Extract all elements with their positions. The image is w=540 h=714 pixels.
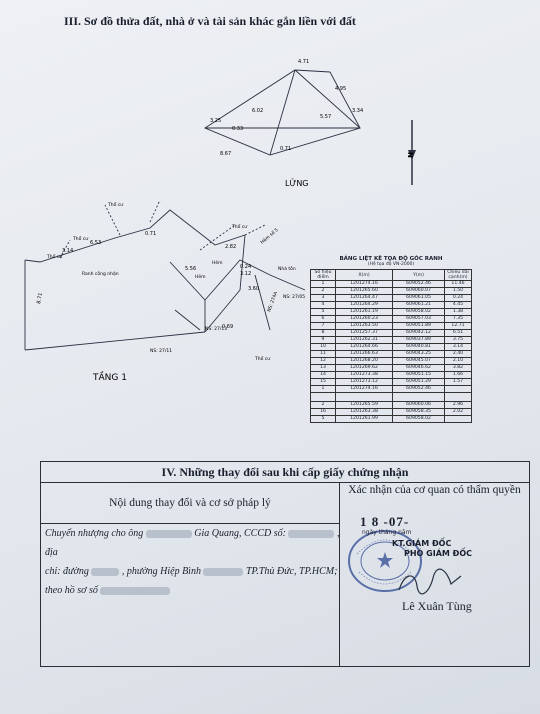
coord-point: 5 — [311, 416, 336, 423]
lower-dim-2: 6.53 — [90, 240, 102, 246]
lower-dim-6: 5.56 — [185, 266, 197, 272]
coord-dist: 1.50 — [445, 288, 472, 295]
lower-dim-1: 3.14 — [62, 248, 74, 254]
coord-point: 6 — [311, 316, 336, 323]
coord-y: 609052.46 — [393, 386, 445, 393]
coord-y: 609061.05 — [393, 295, 445, 302]
coord-y: 609058.02 — [393, 309, 445, 316]
signer-position: PHÓ GIÁM ĐỐC — [404, 549, 472, 558]
upper-floor-label: LỬNG — [285, 179, 309, 188]
coord-point: 10 — [311, 344, 336, 351]
coord-table-title: BẢNG LIỆT KÊ TỌA ĐỘ GÓC RANH — [339, 256, 443, 262]
coord-row — [311, 295, 472, 302]
coord-x: 1201265.60 — [336, 288, 393, 295]
coord-x: 1201261.19 — [336, 309, 393, 316]
coord-row — [311, 393, 472, 402]
coord-dist: 0.24 — [445, 295, 472, 302]
coord-row — [311, 416, 472, 423]
upper-dim-3: 8.67 — [220, 151, 232, 157]
coord-row — [311, 337, 472, 344]
coord-point: 12 — [311, 358, 336, 365]
section3-title: III. Sơ đồ thửa đất, nhà ở và tài sản khác gắn liền với đất — [64, 14, 356, 28]
coord-y — [393, 393, 445, 402]
section4-col2-header: Xác nhận của cơ quan có thẩm quyền — [348, 484, 521, 496]
coord-row — [311, 402, 472, 409]
coord-point: 7 — [311, 323, 336, 330]
coord-y: 609051.89 — [393, 323, 445, 330]
col-dist: Chiều dài cạnh(m) — [445, 270, 472, 281]
room-label: Thổ cư — [232, 225, 248, 230]
section4-col1-header: Nội dung thay đổi và cơ sở pháp lý — [41, 483, 340, 524]
coord-point: 15 — [311, 379, 336, 386]
coord-y: 609060.06 — [393, 402, 445, 409]
upper-edge — [295, 70, 330, 72]
upper-dim-8: 0.71 — [280, 146, 292, 152]
approval-date: 1 8 -07- — [360, 514, 410, 529]
coord-x: 1201265.59 — [336, 402, 393, 409]
room-label: Nhà tôn — [278, 267, 296, 272]
coord-dist: 7.35 — [445, 316, 472, 323]
redacted-name — [146, 530, 192, 538]
coord-point — [311, 393, 336, 402]
coord-row — [311, 288, 472, 295]
coord-x: 1201268.20 — [336, 358, 393, 365]
room-label: Hẻm số 5 — [260, 227, 280, 246]
coord-y: 609058.02 — [393, 416, 445, 423]
coord-row — [311, 351, 472, 358]
coord-y: 609061.21 — [393, 302, 445, 309]
upper-diagonal — [270, 70, 295, 155]
coord-x: 1201269.62 — [336, 365, 393, 372]
coord-point: 4 — [311, 302, 336, 309]
entry-text: theo hồ sơ số — [45, 585, 98, 596]
redacted-ward — [203, 568, 243, 576]
coord-dist: 1.66 — [445, 372, 472, 379]
section4-box — [40, 461, 530, 667]
coord-point: 8 — [311, 330, 336, 337]
coord-row — [311, 316, 472, 323]
coord-dist: 12.71 — [445, 323, 472, 330]
coord-row — [311, 409, 472, 416]
coordinate-table — [310, 256, 472, 423]
coord-y: 609042.12 — [393, 330, 445, 337]
coord-dist: 2.10 — [445, 358, 472, 365]
coord-dist — [445, 416, 472, 423]
coord-point: 3 — [311, 295, 336, 302]
coord-point: 9 — [311, 337, 336, 344]
section4-title: IV. Những thay đổi sau khi cấp giấy chứng nhận — [41, 462, 529, 483]
coord-x: 1201257.37 — [336, 330, 393, 337]
coord-x: 1201264.47 — [336, 295, 393, 302]
coord-y: 609051.15 — [393, 372, 445, 379]
inner-wall — [175, 310, 200, 330]
col-y: Y(m) — [393, 270, 445, 281]
coord-row — [311, 379, 472, 386]
coord-row — [311, 372, 472, 379]
entry-text: , địa — [45, 528, 340, 558]
redacted-id — [288, 530, 334, 538]
coord-y: 609057.03 — [393, 316, 445, 323]
coord-x: 1201261.99 — [336, 416, 393, 423]
lower-dim-9: 0.69 — [222, 324, 234, 330]
signer-name: Lê Xuân Tùng — [402, 599, 472, 613]
coord-dist — [445, 393, 472, 402]
coord-dist: 3.82 — [445, 365, 472, 372]
coord-row — [311, 365, 472, 372]
coord-point: 1 — [311, 386, 336, 393]
lot-label: NS: 27/13 — [205, 327, 228, 332]
signer-title: KT.GIÁM ĐỐC — [392, 539, 452, 548]
room-label: Thổ cư — [108, 203, 124, 208]
coord-dist: 6.51 — [445, 330, 472, 337]
coord-dist: 3.14 — [445, 344, 472, 351]
coord-row — [311, 386, 472, 393]
lower-dim-8: 3.60 — [248, 286, 260, 292]
lot-label: NS: 27/11 — [150, 349, 173, 354]
coord-x — [336, 393, 393, 402]
upper-dim-0: 4.71 — [298, 59, 310, 65]
coord-row — [311, 323, 472, 330]
entry-text: TP.Thủ Đức, TP.HCM; — [245, 566, 338, 577]
coord-y: 609045.07 — [393, 358, 445, 365]
lower-floor-outline — [25, 210, 245, 332]
coord-table-grid — [310, 269, 472, 423]
redacted-street — [91, 568, 119, 576]
coord-point: 16 — [311, 409, 336, 416]
coord-row — [311, 358, 472, 365]
coord-dist: 2.02 — [445, 409, 472, 416]
entry-text: chỉ: đường — [45, 566, 89, 577]
north-label: N — [406, 152, 414, 158]
room-label: Ranh công nhận — [82, 272, 119, 277]
lot-label: NS: 274A — [267, 291, 280, 313]
col-x: X(m) — [336, 270, 393, 281]
lower-floor-label: TẦNG 1 — [93, 373, 127, 383]
coord-point: 13 — [311, 365, 336, 372]
neighbor-boundary — [205, 260, 305, 300]
coord-point: 2 — [311, 402, 336, 409]
coord-x: 1201260.23 — [336, 316, 393, 323]
coord-x: 1201266.63 — [336, 351, 393, 358]
entry-text: Chuyển nhượng cho ông — [45, 528, 144, 539]
coord-dist: 1.38 — [445, 309, 472, 316]
room-label: Hẻm — [212, 261, 223, 266]
coord-point: 1 — [311, 281, 336, 288]
lower-dim-4: 2.82 — [225, 244, 237, 250]
coord-point: 2 — [311, 288, 336, 295]
coord-row — [311, 302, 472, 309]
lot-label: NS: 27/05 — [283, 295, 306, 300]
coord-dist: 4.45 — [445, 302, 472, 309]
upper-dim-2: 3.25 — [210, 118, 222, 124]
coord-y: 609060.07 — [393, 288, 445, 295]
lower-dim-3: 0.71 — [145, 231, 157, 237]
coord-dist — [445, 386, 472, 393]
coord-x: 1201273.12 — [336, 379, 393, 386]
coord-dist: 11.46 — [445, 281, 472, 288]
neighbor-boundary — [255, 275, 270, 330]
signature-icon — [395, 568, 465, 596]
upper-dim-1: 0.33 — [232, 126, 244, 132]
coord-x: 1201264.66 — [336, 344, 393, 351]
room-label: Thổ cư — [73, 237, 89, 242]
lower-dim-7: 0.24 — [240, 264, 252, 270]
change-entry — [45, 524, 345, 600]
coord-y: 609043.25 — [393, 351, 445, 358]
coord-point: 11 — [311, 351, 336, 358]
upper-dim-6: 3.34 — [352, 108, 364, 114]
coord-table-subtitle: (Hệ tọa độ VN-2000) — [367, 262, 415, 267]
coord-x: 1201263.50 — [336, 323, 393, 330]
lower-dim-5: 3.12 — [240, 271, 252, 277]
coord-y: 609046.62 — [393, 365, 445, 372]
col-point: Số hiệu điểm — [311, 270, 336, 281]
lower-edge — [25, 332, 205, 350]
upper-dim-7: 5.57 — [320, 114, 332, 120]
coord-x: 1201264.29 — [336, 302, 393, 309]
coord-y: 609058.35 — [393, 409, 445, 416]
upper-edge — [330, 72, 360, 128]
coord-x: 1201263.38 — [336, 409, 393, 416]
coord-x: 1201274.16 — [336, 281, 393, 288]
coord-y: 609040.81 — [393, 344, 445, 351]
coord-point: 14 — [311, 372, 336, 379]
approval-date-caption: ngày tháng năm — [362, 529, 412, 536]
coord-dist: 1.57 — [445, 379, 472, 386]
coord-dist: 2.40 — [445, 351, 472, 358]
room-label: Thổ cư — [255, 357, 271, 362]
coord-x: 1201262.31 — [336, 337, 393, 344]
coord-point: 5 — [311, 309, 336, 316]
coord-row — [311, 281, 472, 288]
coord-row — [311, 330, 472, 337]
entry-text: Gia Quang, CCCD số: — [194, 528, 286, 539]
coord-x: 1201273.38 — [336, 372, 393, 379]
room-label: Thổ cư — [47, 255, 63, 260]
coord-y: 609037.89 — [393, 337, 445, 344]
coord-row — [311, 309, 472, 316]
coord-row — [311, 344, 472, 351]
coord-x: 1201274.16 — [336, 386, 393, 393]
coord-dist: 3.75 — [445, 337, 472, 344]
upper-dim-4: 6.02 — [252, 108, 264, 114]
coord-dist: 2.96 — [445, 402, 472, 409]
coord-table-body — [311, 281, 472, 423]
lower-dim-0: 8.71 — [36, 292, 44, 305]
coord-y: 609052.46 — [393, 281, 445, 288]
upper-dim-5: 4.95 — [335, 86, 347, 92]
redacted-file-no — [100, 587, 170, 595]
room-label: Hẻm — [195, 275, 206, 280]
coord-y: 609051.29 — [393, 379, 445, 386]
entry-text: , phường Hiệp Bình — [121, 566, 201, 577]
